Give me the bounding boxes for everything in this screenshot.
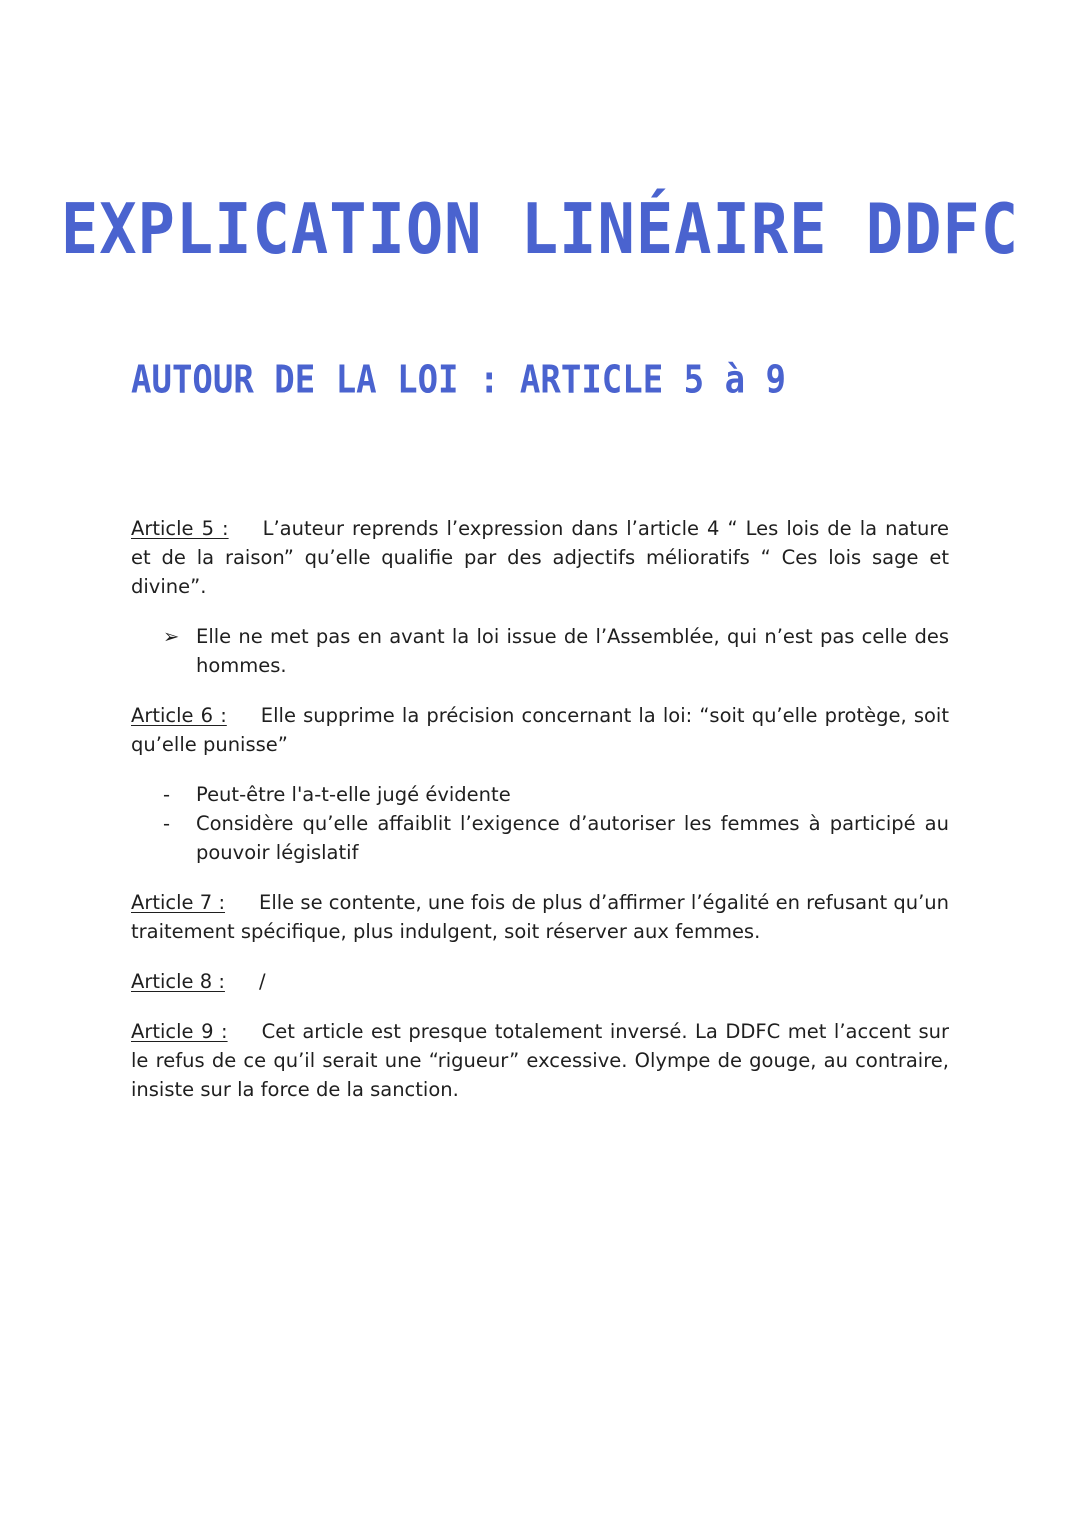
article-6-paragraph bbox=[131, 701, 949, 759]
article-5-bullet-list bbox=[131, 622, 949, 680]
article-6-label: Article 6 : bbox=[131, 704, 227, 727]
arrow-bullet-icon: ➢ bbox=[163, 625, 180, 648]
article-5-label: Article 5 : bbox=[131, 517, 229, 540]
article-7-paragraph bbox=[131, 888, 949, 946]
article-6-item-2: Considère qu’elle affaiblit l’exigence d’autoriser les femmes à participé au pouvoir législatif bbox=[196, 812, 949, 864]
article-9-paragraph bbox=[131, 1017, 949, 1104]
dash-bullet-icon: - bbox=[163, 812, 171, 835]
document-body bbox=[131, 514, 949, 1125]
article-7-text: Elle se contente, une fois de plus d’affirmer l’égalité en refusant qu’un traitement spécifique, plus indulgent, soit réserver aux femmes. bbox=[131, 891, 949, 943]
article-9-label: Article 9 : bbox=[131, 1020, 228, 1043]
article-5-text: L’auteur reprends l’expression dans l’article 4 “ Les lois de la nature et de la raison” qu’elle qualifie par des adjectifs mélioratifs “ Ces lois sage et divine”. bbox=[131, 517, 949, 598]
article-6-dash-list bbox=[131, 780, 949, 867]
list-item bbox=[131, 622, 949, 680]
article-6-item-1: Peut-être l'a-t-elle jugé évidente bbox=[196, 783, 511, 806]
article-9-text: Cet article est presque totalement inversé. La DDFC met l’accent sur le refus de ce qu’il serait une “rigueur” excessive. Olympe de gouge, au contraire, insiste sur la force de la sanction. bbox=[131, 1020, 949, 1101]
article-5-bullet-text: Elle ne met pas en avant la loi issue de l’Assemblée, qui n’est pas celle des hommes. bbox=[196, 625, 949, 677]
article-8-label: Article 8 : bbox=[131, 970, 225, 993]
list-item bbox=[131, 809, 949, 867]
article-7-label: Article 7 : bbox=[131, 891, 226, 914]
list-item bbox=[131, 780, 949, 809]
article-6-text: Elle supprime la précision concernant la loi: “soit qu’elle protège, soit qu’elle punisse” bbox=[131, 704, 949, 756]
section-title: AUTOUR DE LA LOI : ARTICLE 5 à 9 bbox=[131, 358, 787, 403]
article-8-text: / bbox=[258, 970, 266, 993]
document-title: EXPLICATION LINÉAIRE DDFC bbox=[60, 188, 1020, 270]
article-5-paragraph bbox=[131, 514, 949, 601]
article-8-paragraph bbox=[131, 967, 949, 996]
dash-bullet-icon: - bbox=[163, 783, 171, 806]
